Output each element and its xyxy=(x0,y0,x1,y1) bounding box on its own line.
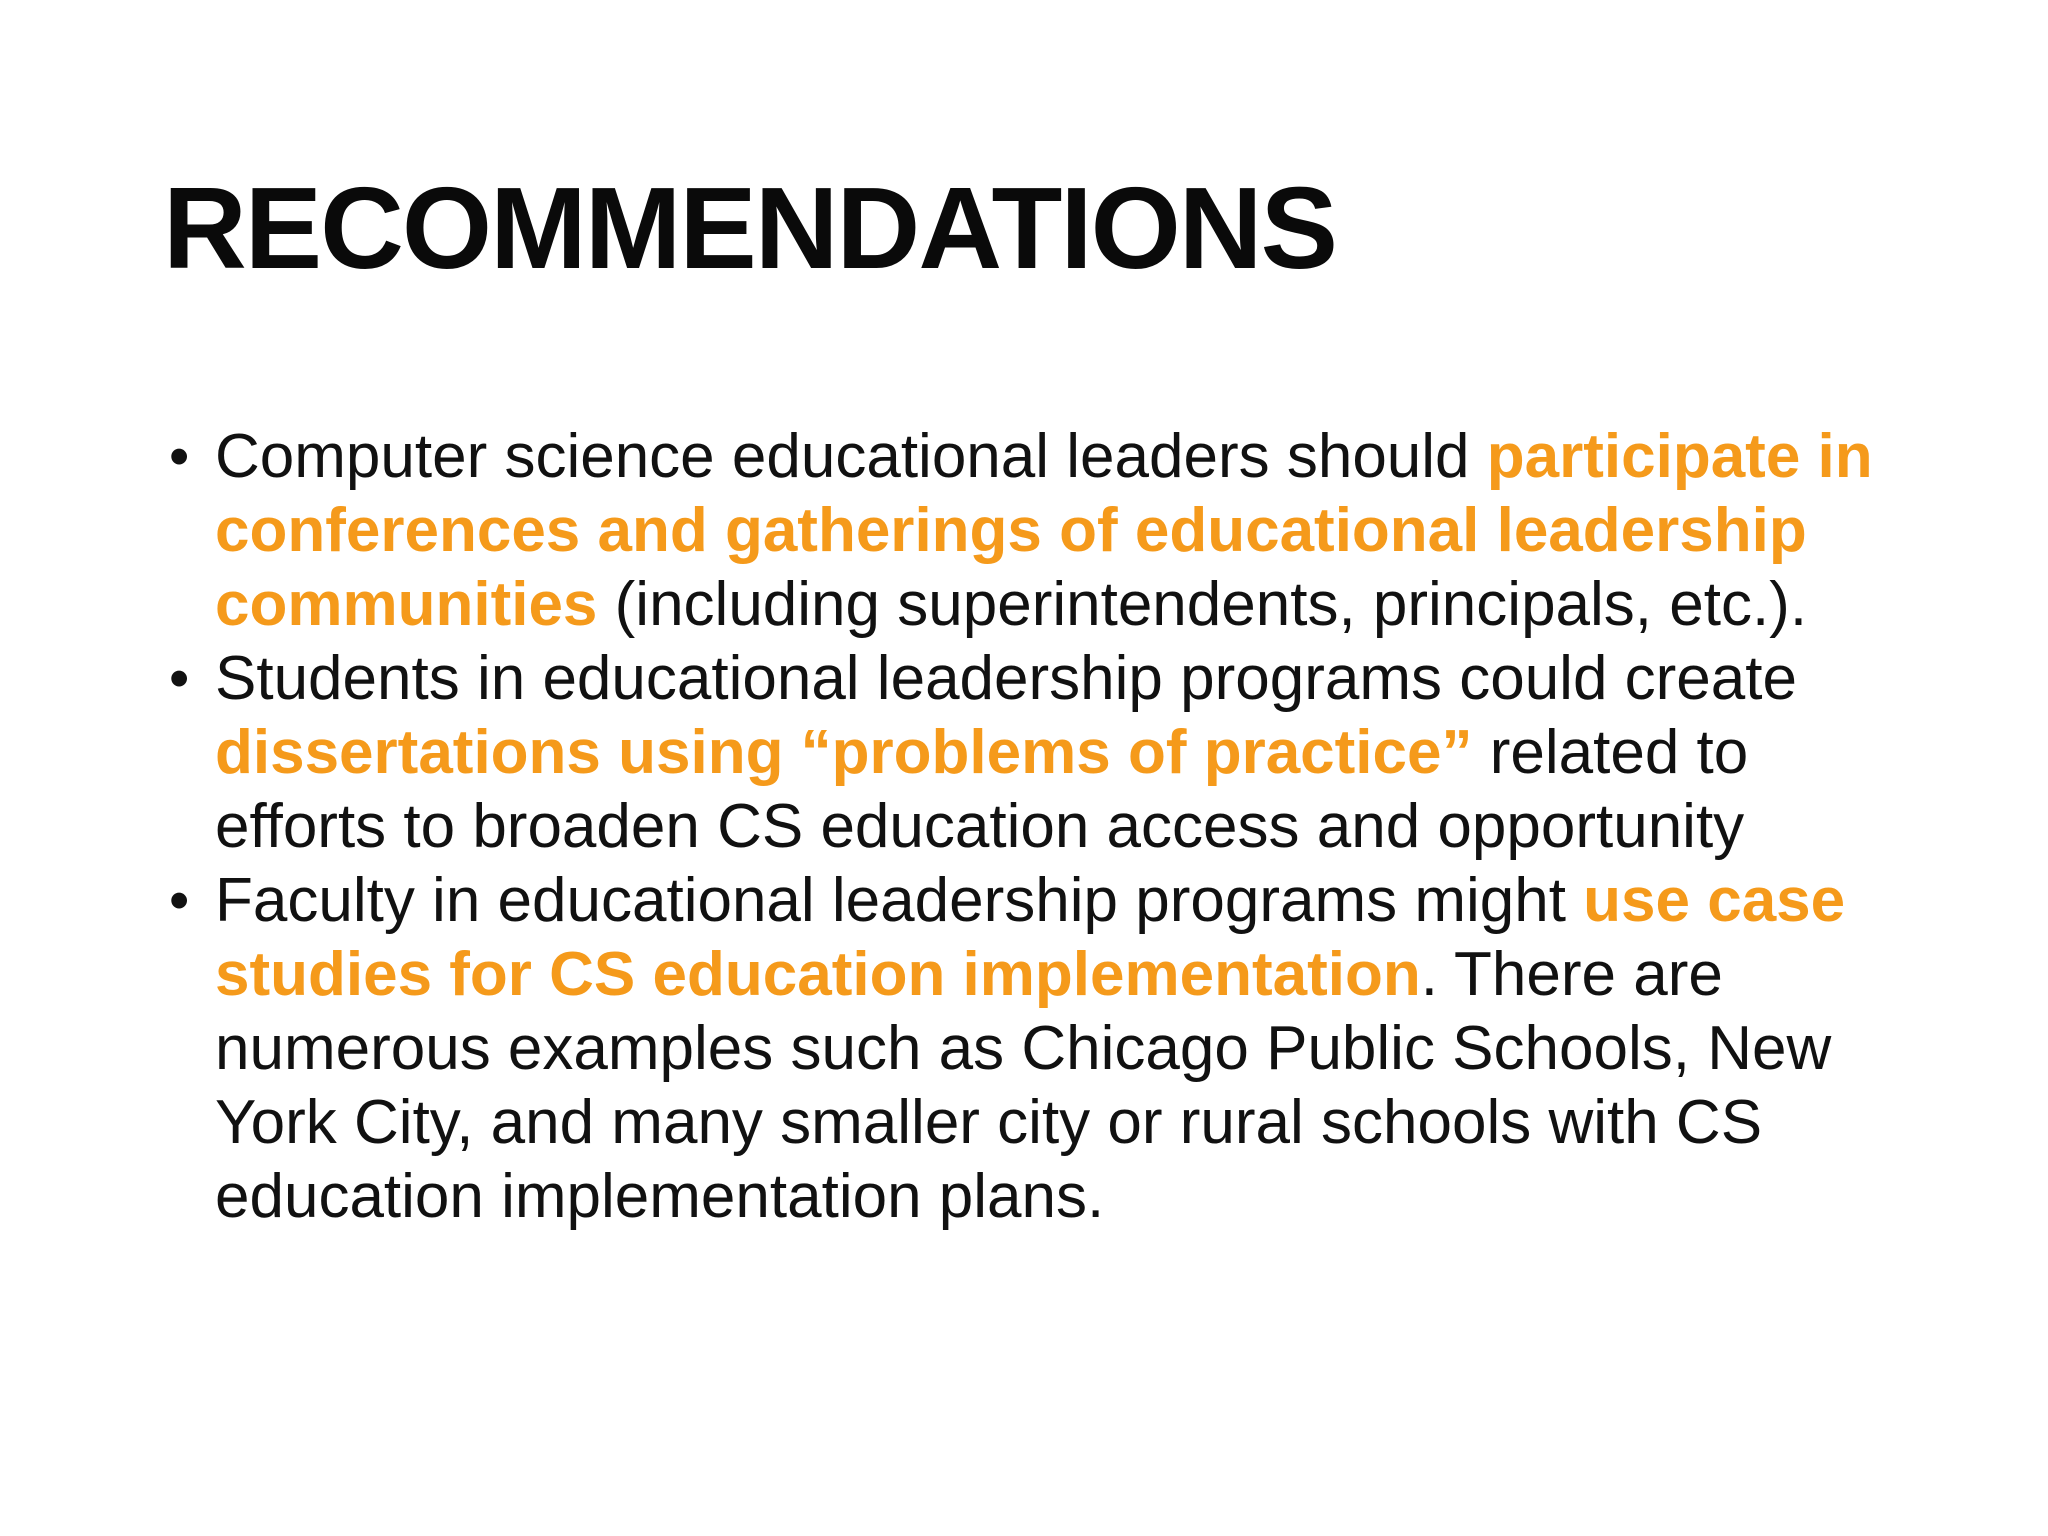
body-text: (including superintendents, principals, etc.). xyxy=(597,570,1808,639)
bullet-line xyxy=(215,864,1993,938)
bullet-line xyxy=(215,568,1993,642)
bullet-line xyxy=(215,1160,1993,1234)
bullet-line xyxy=(215,1086,1993,1160)
highlighted-text: participate in xyxy=(1486,422,1873,491)
body-text: Computer science educational leaders should xyxy=(215,422,1487,491)
bullet-item xyxy=(163,864,1993,1234)
bullet-item xyxy=(163,642,1993,864)
body-text: Faculty in educational leadership programs might xyxy=(215,866,1584,935)
body-text: . There are xyxy=(1420,940,1723,1009)
bullet-dot-icon: • xyxy=(169,646,190,711)
bullet-item xyxy=(163,420,1993,642)
highlighted-text: conferences and gatherings of educational leadership xyxy=(215,496,1807,565)
bullet-list xyxy=(163,420,1993,1234)
highlighted-text: studies for CS education implementation xyxy=(215,940,1421,1009)
body-text: related to xyxy=(1472,718,1749,787)
bullet-line xyxy=(215,938,1993,1012)
body-text: education implementation plans. xyxy=(215,1162,1105,1231)
body-text: York City, and many smaller city or rural schools with CS xyxy=(215,1088,1763,1157)
highlighted-text: communities xyxy=(215,570,598,639)
highlighted-text: use case xyxy=(1583,866,1846,935)
bullet-line xyxy=(215,790,1993,864)
bullet-line xyxy=(215,716,1993,790)
bullet-dot-icon: • xyxy=(169,868,190,933)
body-text: numerous examples such as Chicago Public Schools, New xyxy=(215,1014,1832,1083)
bullet-line xyxy=(215,642,1993,716)
bullet-dot-icon: • xyxy=(169,424,190,489)
highlighted-text: dissertations using “problems of practice” xyxy=(215,718,1473,787)
slide-title: RECOMMENDATIONS xyxy=(163,163,1336,293)
body-text: Students in educational leadership programs could create xyxy=(215,644,1797,713)
bullet-line xyxy=(215,1012,1993,1086)
body-text: efforts to broaden CS education access and opportunity xyxy=(215,792,1745,861)
bullet-line xyxy=(215,420,1993,494)
bullet-line xyxy=(215,494,1993,568)
